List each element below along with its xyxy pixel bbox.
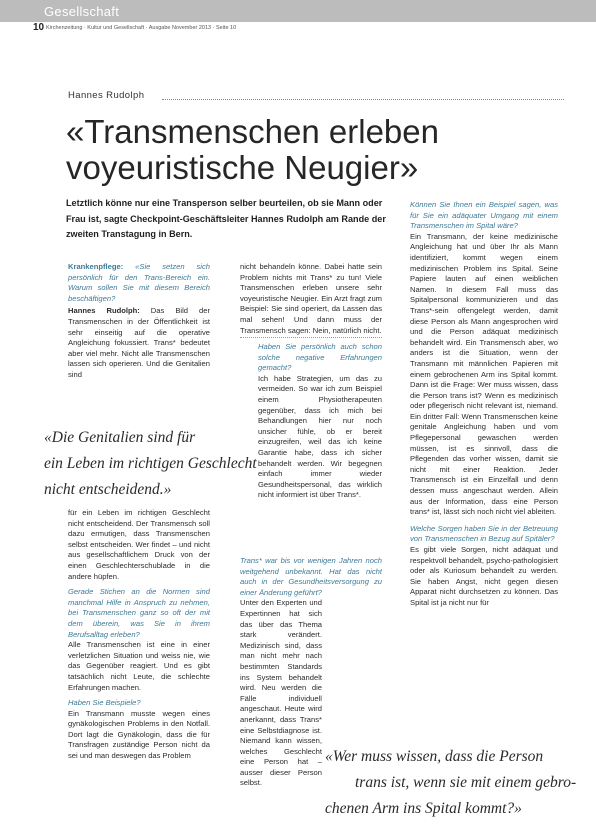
- answer-text: Unter den Experten und Expertinnen hat sich das über das Thema stark verändert. Medizinisch sind, dass man nicht mehr nach bestimmten Standards ins System behandelt wird. Neu werden die Fälle individuell angeschaut. Heute wird anerkannt, dass Trans* eine Selbstdiagnose ist. Niemand kann wissen, welches Geschlecht eine Person hat – ausser dieser Person selbst.: [240, 598, 322, 788]
- article-lead: Letztlich könne nur eine Transperson selber beurteilen, ob sie Mann oder Frau ist, sagte Checkpoint-Geschäftsleiter Hannes Rudolph am Rande der zweiten Transtagung in Bern.: [66, 198, 386, 239]
- pull-quote-line: «Die Genitalien sind für: [44, 429, 196, 446]
- section-banner: [0, 0, 596, 22]
- question-text: Haben Sie persönlich auch schon solche negative Erfahrungen gemacht?: [258, 342, 382, 373]
- question-text: «Sie setzen sich persönlich für den Trans-Bereich ein. Warum sollen Sie mit diesem Bereich beschäftigen?: [68, 262, 210, 303]
- pull-quote-line: chenen Arm ins Spital kommt?»: [325, 800, 522, 817]
- answer-label: Hannes Rudolph:: [68, 306, 140, 316]
- headline-line: «Transmenschen erleben: [66, 113, 439, 150]
- page-number: 10: [33, 22, 45, 33]
- pull-quote-line: «Wer muss wissen, dass die Person: [325, 748, 544, 765]
- answer-text: Ich habe Strategien, um das zu vermeiden. So war ich zum Beispiel einem Physiotherapeuten gegenüber, dass ich mich bei Behandlungen hier nur noch unsicher fühle, ob er bereit einzugreifen, weil das ich keine Garantie habe, dass ich sicher behandelt werden. Wir begegnen einfach immer wieder Gesundheitspersonal, das wirklich nicht informiert ist über Trans*.: [258, 373, 382, 500]
- headline-line: voyeuristische Neugier»: [66, 149, 419, 186]
- section-divider: [240, 337, 382, 338]
- answer-text: Alle Transmenschen ist eine in einer verletzlichen Situation und weiss nie, wie das Gegenüber reagiert. Und es gibt tatsächlich nicht Leute, die schlechte Erfahrungen machen.: [68, 640, 210, 692]
- answer-text: Das Bild der Transmenschen in der Öffentlichkeit ist sehr einseitig auf die operative Angleichung fokussiert. Trans* bedeutet aber viel mehr. Nicht alle Transmenschen lassen sich operieren. Und die Genitalien sind: [68, 306, 210, 379]
- question-text: Welche Sorgen haben Sie in der Betreuung von Transmenschen in Bezug auf Spitäler?: [410, 523, 558, 544]
- running-head: Kirchenzeitung · Kultur und Gesellschaft · Ausgabe November 2013 · Seite 10: [46, 25, 237, 31]
- answer-text: für ein Leben im richtigen Geschlecht nicht entscheidend. Der Transmensch soll dazu ermutigen, dass Transmenschen selbst entscheiden. Wer findet – und nicht aus gesellschaftlichem Druck von der einen Geschlechterschublade in die andere hüpfen.: [68, 508, 210, 581]
- column-3: [410, 200, 558, 609]
- pull-quote-line: nicht entscheidend.»: [44, 481, 172, 498]
- answer-text: Ein Transmann, der keine medizinische Angleichung hat und über Ihr als Mann identifiziert, kommt wegen einem medizinischen Problem ins Spital. Seine Papiere lauten auf einen weiblichen Namen. In diesem Fall muss das Spitalpersonal kommunizieren und das Trans*-sein offengelegt werden, damit diese Person als Mann angesprochen wird und die Person adäquat medizinisch behandelt wird. Ein Transmensch aber, wo anders ist die Situation, wenn der Transmann mit männlichen Papieren mit einem gebrochenen Arm ins Spital kommt. Dann ist die Frage: Wer muss wissen, dass die Person trans ist? Wenn es medizinisch oder pflegerisch nicht relevant ist, niemand. Ein dritter Fall: Wenn Transmenschen keine genitale Angleichung haben und vom Pflegepersonal gewaschen werden müssen, ist es sinnvoll, dass die Pflegenden das vorher wissen, damit sie nicht mit einer Reaktion. Jeder Transmensch ist ein Einzelfall und denn dessen muss angeschaut werden. Allein aus der Information, dass eine Person trans* ist, lässt sich noch nicht viel ableiten.: [410, 231, 558, 517]
- article-byline: Hannes Rudolph: [68, 90, 145, 101]
- column-2-top: [240, 262, 382, 336]
- answer-text: Ein Transmann musste wegen eines gynäkologischen Problems in den Notfall. Dort lagt die Gynäkologin, dass die für Transfragen zuständige Person nicht da sei und man deswegen das Problem: [68, 708, 210, 761]
- answer-text: nicht behandeln könne. Dabei hatte sein Problem nichts mit Trans* zu tun! Viele Transmenschen erleben unsere sehr voyeuristische Neugier. Ein Arzt fragt zum Beispiel: Sie sind operiert, da Lassen das mal sehen! Und dann muss der Transmensch sagen: Nein, natürlich nicht.: [240, 262, 382, 335]
- question-text: Haben Sie Beispiele?: [68, 698, 141, 708]
- section-kicker: Gesellschaft: [44, 4, 120, 19]
- byline-rule: [162, 99, 564, 100]
- pull-quote-right: [325, 744, 576, 822]
- pull-quote-line: trans ist, wenn sie mit einem gebro-: [355, 774, 577, 791]
- question-text: Trans* war bis vor wenigen Jahren noch weitgehend unbekannt. Hat das nicht auch in der Gesundheitsversorgung zu einer Änderung geführt?: [240, 556, 382, 597]
- answer-text: Es gibt viele Sorgen, nicht adäquat und respektvoll behandelt, psycho-pathologisiert oder als Kuriosum behandelt zu werden. Sie haben Angst, nicht gegen diesen Apparat nicht durchsetzen zu können. Das Spital ist ja nicht nur für: [410, 545, 558, 607]
- column-1-bottom: [68, 508, 210, 762]
- article-headline: [66, 114, 566, 186]
- pull-quote-line: ein Leben im richtigen Geschlecht: [44, 455, 257, 472]
- question-label: Krankenpflege:: [68, 262, 124, 271]
- pull-quote-left: [44, 425, 257, 503]
- column-2-middle: [258, 342, 382, 501]
- question-text: Gerade Stichen an die Normen sind manchmal Hilfe in Anspruch zu nehmen, bei Transmenschen ganz so oft der mit dem überein, was Sie in ihrem Berufsalltag erleben?: [68, 587, 210, 639]
- question-text: Können Sie Ihnen ein Beispiel sagen, was für Sie ein adäquater Umgang mit einem Transmenschen im Spital wäre?: [410, 200, 558, 231]
- column-1-top: [68, 262, 210, 381]
